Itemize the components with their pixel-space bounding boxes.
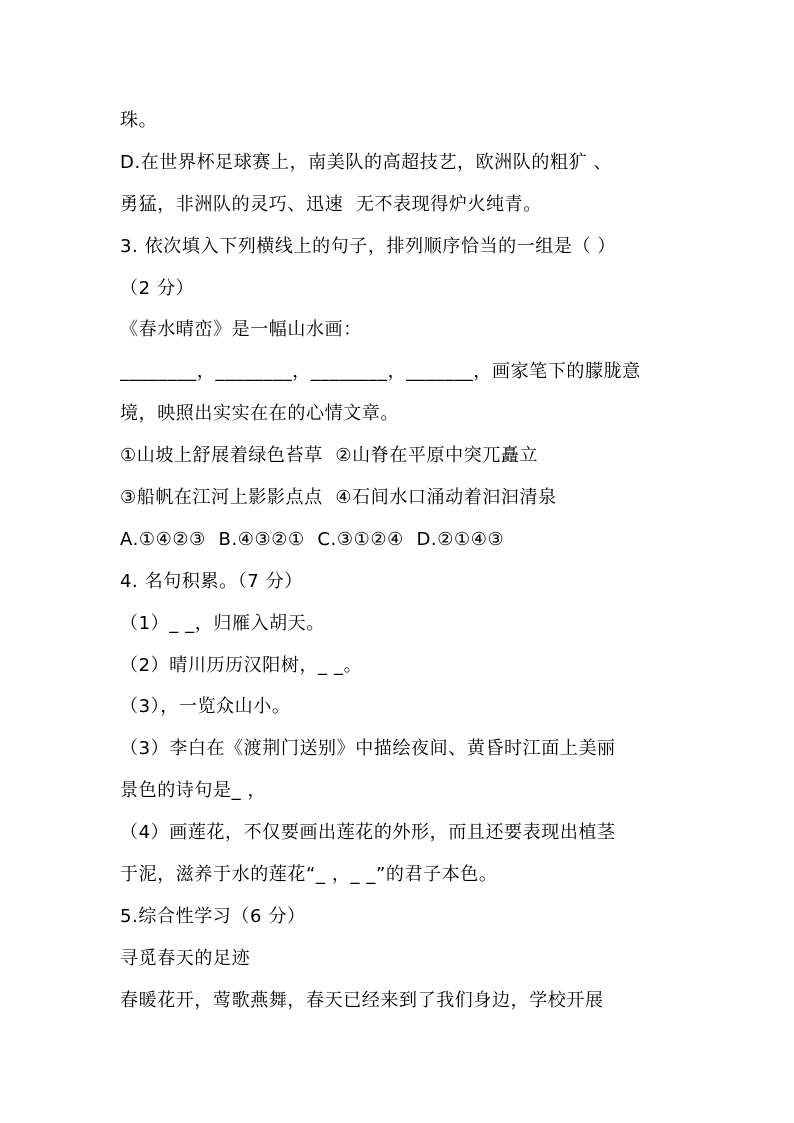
text-line: ③船帆在江河上影影点点 ④石间水口涌动着汩汩清泉	[120, 487, 557, 509]
section-title: 寻觅春天的足迹	[120, 947, 251, 969]
text-line: （3）李白在《渡荆门送别》中描绘夜间、黄昏时江面上美丽	[120, 738, 616, 760]
question-heading: 4. 名句积累。（7 分）	[120, 570, 303, 592]
question-heading: 3. 依次填入下列横线上的句子，排列顺序恰当的一组是（ ）	[120, 235, 617, 257]
question-heading: 5.综合性学习（6 分）	[120, 905, 306, 927]
text-line: （2 分）	[120, 277, 195, 299]
text-line: 春暖花开，莺歌燕舞，春天已经来到了我们身边，学校开展	[120, 989, 604, 1011]
text-line: 勇猛，非洲队的灵巧、迅速 无不表现得炉火纯青。	[120, 193, 542, 215]
text-line: （2）晴川历历汉阳树，_ _。	[120, 654, 363, 676]
text-line: 于泥，滋养于水的莲花“_ ，_ _”的君子本色。	[120, 864, 498, 886]
text-line: ①山坡上舒展着绿色苔草 ②山脊在平原中突兀矗立	[120, 445, 539, 467]
text-body	[120, 100, 680, 1022]
text-line: 境，映照出实实在在的心情文章。	[120, 403, 399, 425]
text-line: （4）画莲花，不仅要画出莲花的外形，而且还要表现出植茎	[120, 822, 616, 844]
text-line: 珠。	[120, 110, 158, 131]
text-line: 景色的诗句是_ ，	[120, 780, 267, 802]
fill-in-line: ________，________，________，_______，画家笔下的朦胧意	[120, 361, 641, 383]
answer-options: A.①④②③ B.④③②① C.③①②④ D.②①④③	[120, 528, 505, 550]
text-line: （3），一览众山小。	[120, 696, 291, 718]
text-line: D.在世界杯足球赛上，南美队的高超技艺，欧洲队的粗犷 、	[120, 151, 613, 173]
text-line: （1）_ _，归雁入胡天。	[120, 612, 325, 634]
text-line: 《春水晴峦》是一幅山水画：	[120, 319, 362, 341]
